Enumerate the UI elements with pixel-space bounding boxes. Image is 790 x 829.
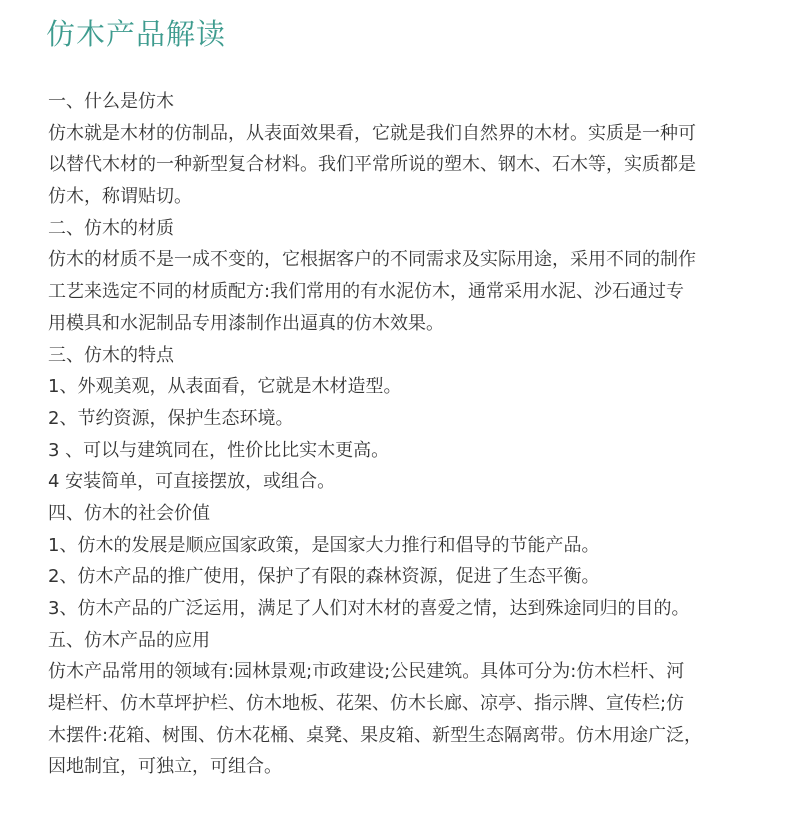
document-body [48,86,774,783]
list-item: 3 、可以与建筑同在，性价比比实木更高。 [48,439,390,461]
section-heading-social-value: 四、仿木的社会价值 [48,502,210,524]
paragraph-line: 仿木的材质不是一成不变的，它根据客户的不同需求及实际用途，采用不同的制作 [48,249,696,271]
list-item: 3、仿木产品的广泛运用，满足了人们对木材的喜爱之情，达到殊途同归的目的。 [48,598,690,619]
list-item: 2、仿木产品的推广使用，保护了有限的森林资源，促进了生态平衡。 [48,566,600,588]
paragraph-line: 木摆件:花箱、树围、仿木花桶、桌凳、果皮箱、新型生态隔离带。仿木用途广泛， [48,724,703,746]
paragraph-line: 用模具和水泥制品专用漆制作出逼真的仿木效果。 [48,312,444,334]
paragraph-line: 仿木产品常用的领域有:园林景观;市政建设;公民建筑。具体可分为:仿木栏杆、河 [48,661,685,683]
section-heading-applications: 五、仿木产品的应用 [48,629,210,651]
list-item: 2、节约资源，保护生态环境。 [48,407,294,429]
paragraph-line: 以替代木材的一种新型复合材料。我们平常所说的塑木、钢木、石木等，实质都是 [48,154,696,176]
paragraph-line: 堤栏杆、仿木草坪护栏、仿木地板、花架、仿木长廊、凉亭、指示牌、宣传栏;仿 [48,693,685,715]
section-heading-material: 二、仿木的材质 [48,217,174,239]
list-item: 4 安装简单，可直接摆放，或组合。 [48,471,336,493]
paragraph-line: 仿木就是木材的仿制品，从表面效果看，它就是我们自然界的木材。实质是一种可 [48,122,696,144]
paragraph-line: 工艺来选定不同的材质配方:我们常用的有水泥仿木，通常采用水泥、沙石通过专 [48,281,685,303]
paragraph-line: 仿木，称谓贴切。 [48,186,192,208]
list-item: 1、仿木的发展是顺应国家政策，是国家大力推行和倡导的节能产品。 [48,534,600,556]
page-title: 仿木产品解读 [46,17,227,51]
section-heading-features: 三、仿木的特点 [48,344,174,366]
section-heading-what-is: 一、什么是仿木 [48,91,174,112]
list-item: 1、外观美观，从表面看，它就是木材造型。 [48,376,402,398]
paragraph-line: 因地制宜，可独立，可组合。 [48,756,282,778]
